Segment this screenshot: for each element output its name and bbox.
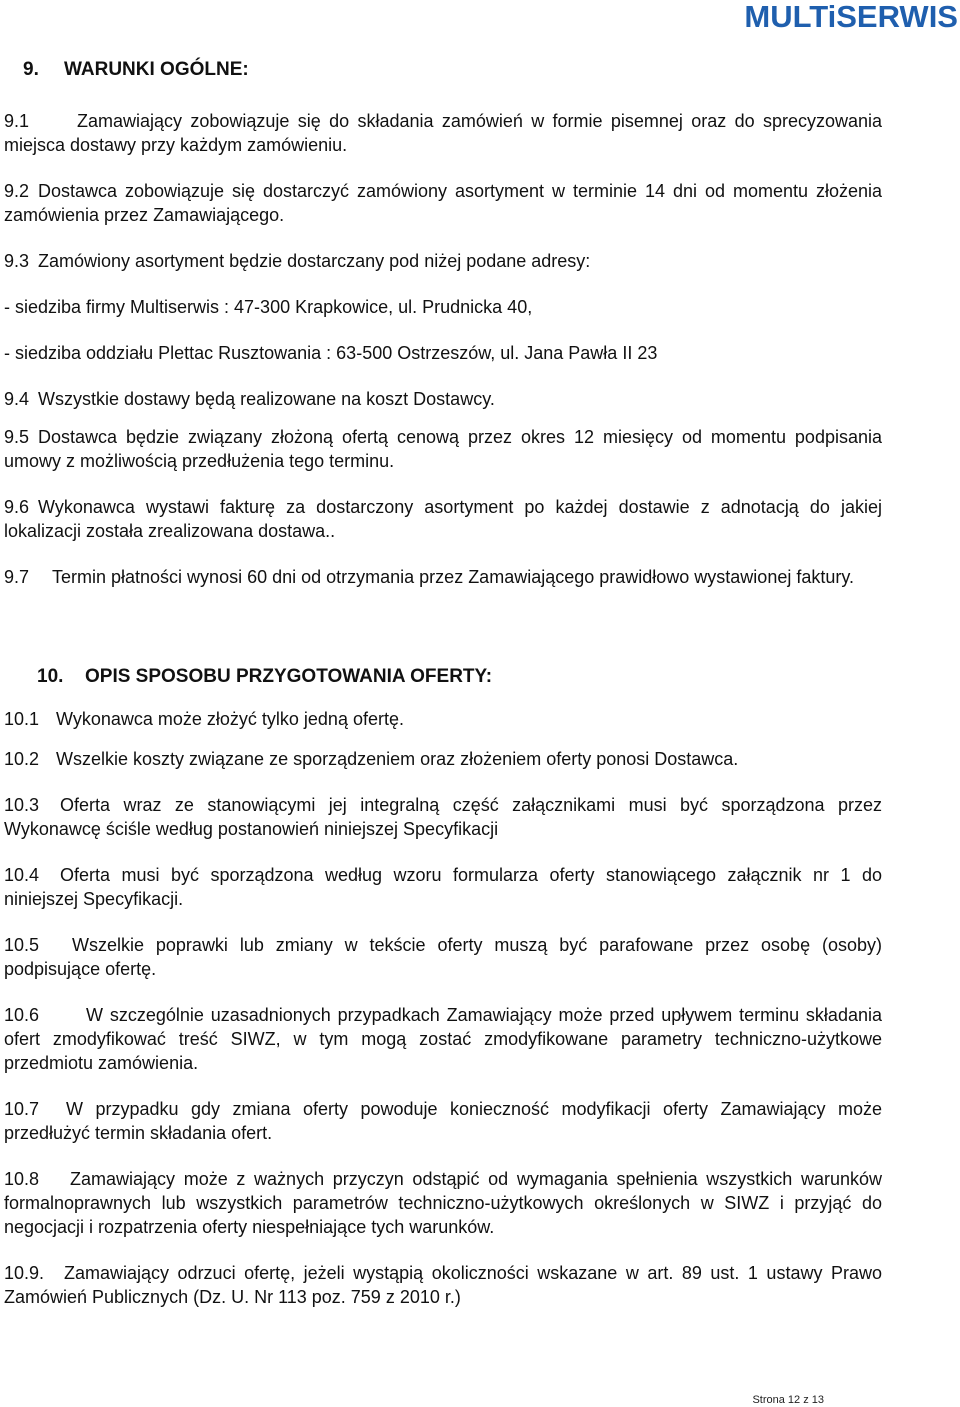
paragraph-number: 9.6 <box>4 497 30 517</box>
paragraph-text: W szczególnie uzasadnionych przypadkach Zamawiający może przed upływem terminu składania ofert zmodyfikować treść SIWZ, w tym mogą zostać zmodyfikowane parametry techniczno-użytkowe przedmiotu zamówienia. <box>4 1005 882 1073</box>
paragraph-number: 10.6 <box>4 1005 40 1025</box>
page-number: Strona 12 z 13 <box>752 1394 824 1406</box>
paragraph-text: Zamówiony asortyment będzie dostarczany pod niżej podane adresy: <box>38 251 591 271</box>
section-10-number: 10. <box>37 666 64 687</box>
paragraph-10-5 <box>4 933 882 981</box>
company-logo: MULTiSERWIS <box>744 0 958 34</box>
paragraph-9-6 <box>4 495 882 543</box>
paragraph-text: Oferta wraz ze stanowiącymi jej integralną część załącznikami musi być sporządzona przez Wykonawcę ściśle według postanowień niniejszej Specyfikacji <box>4 795 882 839</box>
paragraph-text: Zamawiający może z ważnych przyczyn odstąpić od wymagania spełnienia wszystkich warunków formalnoprawnych lub wszystkich parametrów techniczno-użytkowych określonych w SIWZ i przyjąć do negocjacji i rozpatrzenia oferty niespełniające tych warunków. <box>4 1169 882 1237</box>
paragraph-number: 10.8 <box>4 1169 40 1189</box>
paragraph-10-7 <box>4 1097 882 1145</box>
paragraph-number: 10.7 <box>4 1099 40 1119</box>
paragraph-9-1 <box>4 109 882 157</box>
paragraph-text: Zamawiający odrzuci ofertę, jeżeli wystąpią okoliczności wskazane w art. 89 ust. 1 ustawy Prawo Zamówień Publicznych (Dz. U. Nr 113 poz. 759 z 2010 r.) <box>4 1263 882 1307</box>
paragraph-number: 9.1 <box>4 111 30 131</box>
paragraph-10-3 <box>4 793 882 841</box>
document-body <box>4 58 882 1331</box>
paragraph-text: W przypadku gdy zmiana oferty powoduje konieczność modyfikacji oferty Zamawiający może przedłużyć termin składania ofert. <box>4 1099 882 1143</box>
paragraph-text: Wszelkie koszty związane ze sporządzeniem oraz złożeniem oferty ponosi Dostawca. <box>56 749 739 769</box>
paragraph-text: Wykonawca wystawi fakturę za dostarczony asortyment po każdej dostawie z adnotacją do jakiej lokalizacji została zrealizowana dostawa.. <box>4 497 882 541</box>
paragraph-10-1 <box>4 707 882 731</box>
paragraph-text: Zamawiający zobowiązuje się do składania zamówień w formie pisemnej oraz do sprecyzowania miejsca dostawy przy każdym zamówieniu. <box>4 111 882 155</box>
paragraph-number: 9.4 <box>4 389 30 409</box>
paragraph-9-4 <box>4 387 882 411</box>
paragraph-number: 9.5 <box>4 427 30 447</box>
paragraph-9-2 <box>4 179 882 227</box>
paragraph-number: 10.5 <box>4 935 40 955</box>
paragraph-9-3 <box>4 249 882 273</box>
paragraph-10-9 <box>4 1261 882 1309</box>
paragraph-text: Wszystkie dostawy będą realizowane na koszt Dostawcy. <box>38 389 495 409</box>
paragraph-text: Termin płatności wynosi 60 dni od otrzymania przez Zamawiającego prawidłowo wystawionej faktury. <box>52 567 855 587</box>
paragraph-10-4 <box>4 863 882 911</box>
paragraph-text: Oferta musi być sporządzona według wzoru formularza oferty stanowiącego załącznik nr 1 do niniejszej Specyfikacji. <box>4 865 882 909</box>
section-10-heading <box>4 665 882 689</box>
paragraph-10-6 <box>4 1003 882 1075</box>
address-line-2: - siedziba oddziału Plettac Rusztowania : 63-500 Ostrzeszów, ul. Jana Pawła II 23 <box>4 343 658 363</box>
section-10-title: OPIS SPOSOBU PRZYGOTOWANIA OFERTY: <box>85 666 493 687</box>
paragraph-9-7 <box>4 565 882 589</box>
paragraph-number: 10.4 <box>4 865 40 885</box>
paragraph-text: Dostawca zobowiązuje się dostarczyć zamówiony asortyment w terminie 14 dni od momentu złożenia zamówienia przez Zamawiającego. <box>4 181 882 225</box>
paragraph-text: Wykonawca może złożyć tylko jedną ofertę. <box>56 709 404 729</box>
paragraph-text: Wszelkie poprawki lub zmiany w tekście oferty muszą być parafowane przez osobę (osoby) podpisujące ofertę. <box>4 935 882 979</box>
paragraph-9-5 <box>4 425 882 473</box>
paragraph-number: 10.2 <box>4 749 40 769</box>
paragraph-number: 9.7 <box>4 567 30 587</box>
section-9-heading <box>4 58 882 82</box>
paragraph-number: 10.3 <box>4 795 40 815</box>
address-line-1: - siedziba firmy Multiserwis : 47-300 Krapkowice, ul. Prudnicka 40, <box>4 297 533 317</box>
paragraph-number: 10.9. <box>4 1263 45 1283</box>
paragraph-10-2 <box>4 747 882 771</box>
section-9-number: 9. <box>23 59 39 80</box>
paragraph-10-8 <box>4 1167 882 1239</box>
paragraph-text: Dostawca będzie związany złożoną ofertą cenową przez okres 12 miesięcy od momentu podpisania umowy z możliwością przedłużenia tego terminu. <box>4 427 882 471</box>
paragraph-number: 10.1 <box>4 709 40 729</box>
paragraph-number: 9.3 <box>4 251 30 271</box>
paragraph-number: 9.2 <box>4 181 30 201</box>
section-9-title: WARUNKI OGÓLNE: <box>64 59 249 80</box>
